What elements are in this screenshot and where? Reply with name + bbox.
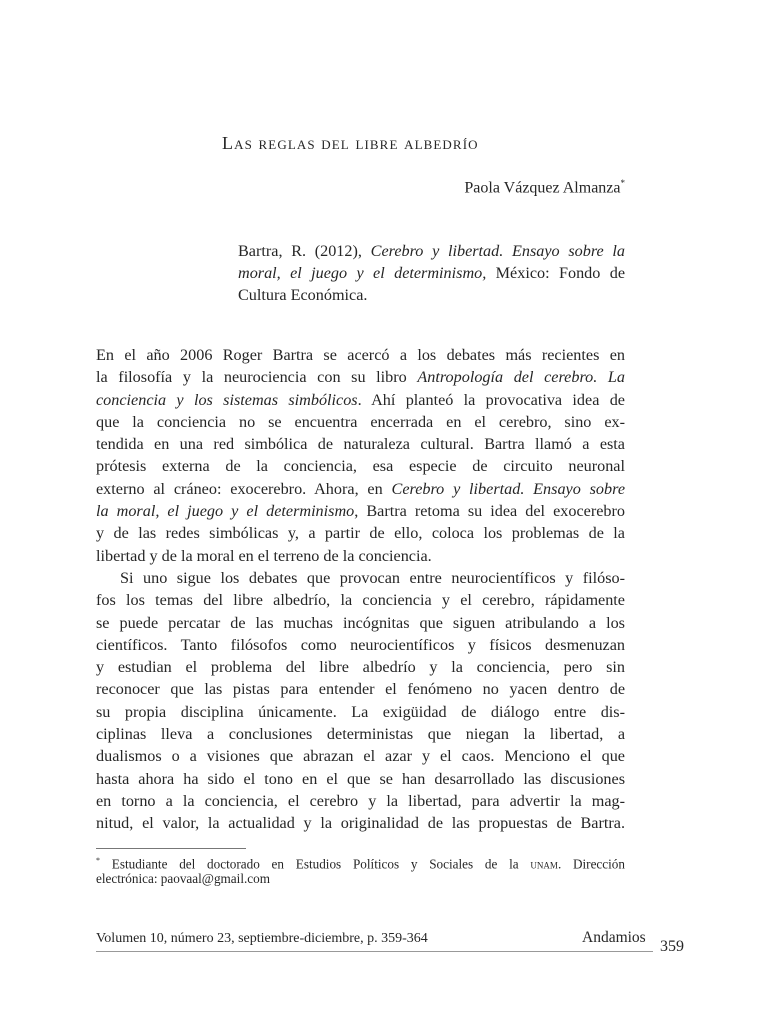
reference-line: Cultura Económica. <box>238 286 368 304</box>
body-line: reconocer que las pistas para entender el fenómeno no yacen dentro de <box>96 680 625 699</box>
footnote <box>96 852 625 888</box>
body-line: libertad y de la moral en el terreno de la conciencia. <box>96 546 432 565</box>
body-line: que la conciencia no se encuentra encerrada en el cerebro, sino ex- <box>96 412 625 431</box>
body-line: y estudian el problema del libre albedrío y la conciencia, pero sin <box>96 658 625 677</box>
reference-line: moral, el juego y el determinismo, México: Fondo de <box>238 264 626 282</box>
footer-citation: Volumen 10, número 23, septiembre-diciembre, p. 359-364 <box>96 931 428 946</box>
footnote-divider <box>96 848 246 849</box>
body-line: se puede percatar de las muchas incógnitas que siguen atribulando a los <box>96 613 625 632</box>
author-name-text: Paola Vázquez Almanza <box>464 179 621 197</box>
body-line: tendida en una red simbólica de naturaleza cultural. Bartra llamó a esta <box>96 435 625 454</box>
footer-divider <box>96 951 653 952</box>
footnote-line: * Estudiante del doctorado en Estudios Políticos y Sociales de la unam. Dirección <box>96 856 625 872</box>
book-reference <box>238 240 625 306</box>
body-line: su propia disciplina únicamente. La exigüidad de diálogo entre dis- <box>96 702 625 721</box>
article-title: Las reglas del libre albedrío <box>222 133 479 153</box>
footer-journal-name: Andamios <box>582 929 646 946</box>
body-line: prótesis externa de la conciencia, esa especie de circuito neuronal <box>96 457 625 476</box>
body-line: la filosofía y la neurociencia con su libro Antropología del cerebro. La <box>96 368 625 387</box>
body-line: la moral, el juego y el determinismo, Bartra retoma su idea del exocerebro <box>96 502 625 521</box>
body-line: dualismos o a visiones que abrazan el azar y el caos. Menciono el que <box>96 747 625 766</box>
footnote-mark: * <box>96 856 100 865</box>
footnote-line: electrónica: paovaal@gmail.com <box>96 871 270 886</box>
body-line: conciencia y los sistemas simbólicos. Ahí planteó la provocativa idea de <box>96 390 625 409</box>
body-line: En el año 2006 Roger Bartra se acercó a los debates más recientes en <box>96 346 625 364</box>
body-line: nitud, el valor, la actualidad y la originalidad de las propuestas de Bartra. <box>96 814 625 833</box>
body-line: en torno a la conciencia, el cerebro y la libertad, para advertir la mag- <box>96 791 625 810</box>
reference-line: Bartra, R. (2012), Cerebro y libertad. Ensayo sobre la <box>238 242 625 260</box>
body-line: ciplinas lleva a conclusiones deterministas que niegan la libertad, a <box>96 725 625 744</box>
page-number: 359 <box>660 938 684 955</box>
body-line: científicos. Tanto filósofos como neurocientíficos y físicos desmenuzan <box>96 635 625 654</box>
body-line: y de las redes simbólicas y, a partir de ello, coloca los problemas de la <box>96 524 625 543</box>
body-line: externo al cráneo: exocerebro. Ahora, en Cerebro y libertad. Ensayo sobre <box>96 479 625 498</box>
body-text <box>96 344 625 835</box>
body-line: fos los temas del libre albedrío, la conciencia y el cerebro, rápidamente <box>96 591 625 610</box>
institution-acronym: unam <box>530 856 558 872</box>
author-footnote-mark: * <box>620 178 625 188</box>
body-line: Si uno sigue los debates que provocan entre neurocientíficos y filóso- <box>120 568 625 587</box>
body-line: hasta ahora ha sido el tono en el que se han desarrollado las discusiones <box>96 769 625 788</box>
author-name <box>380 178 625 197</box>
